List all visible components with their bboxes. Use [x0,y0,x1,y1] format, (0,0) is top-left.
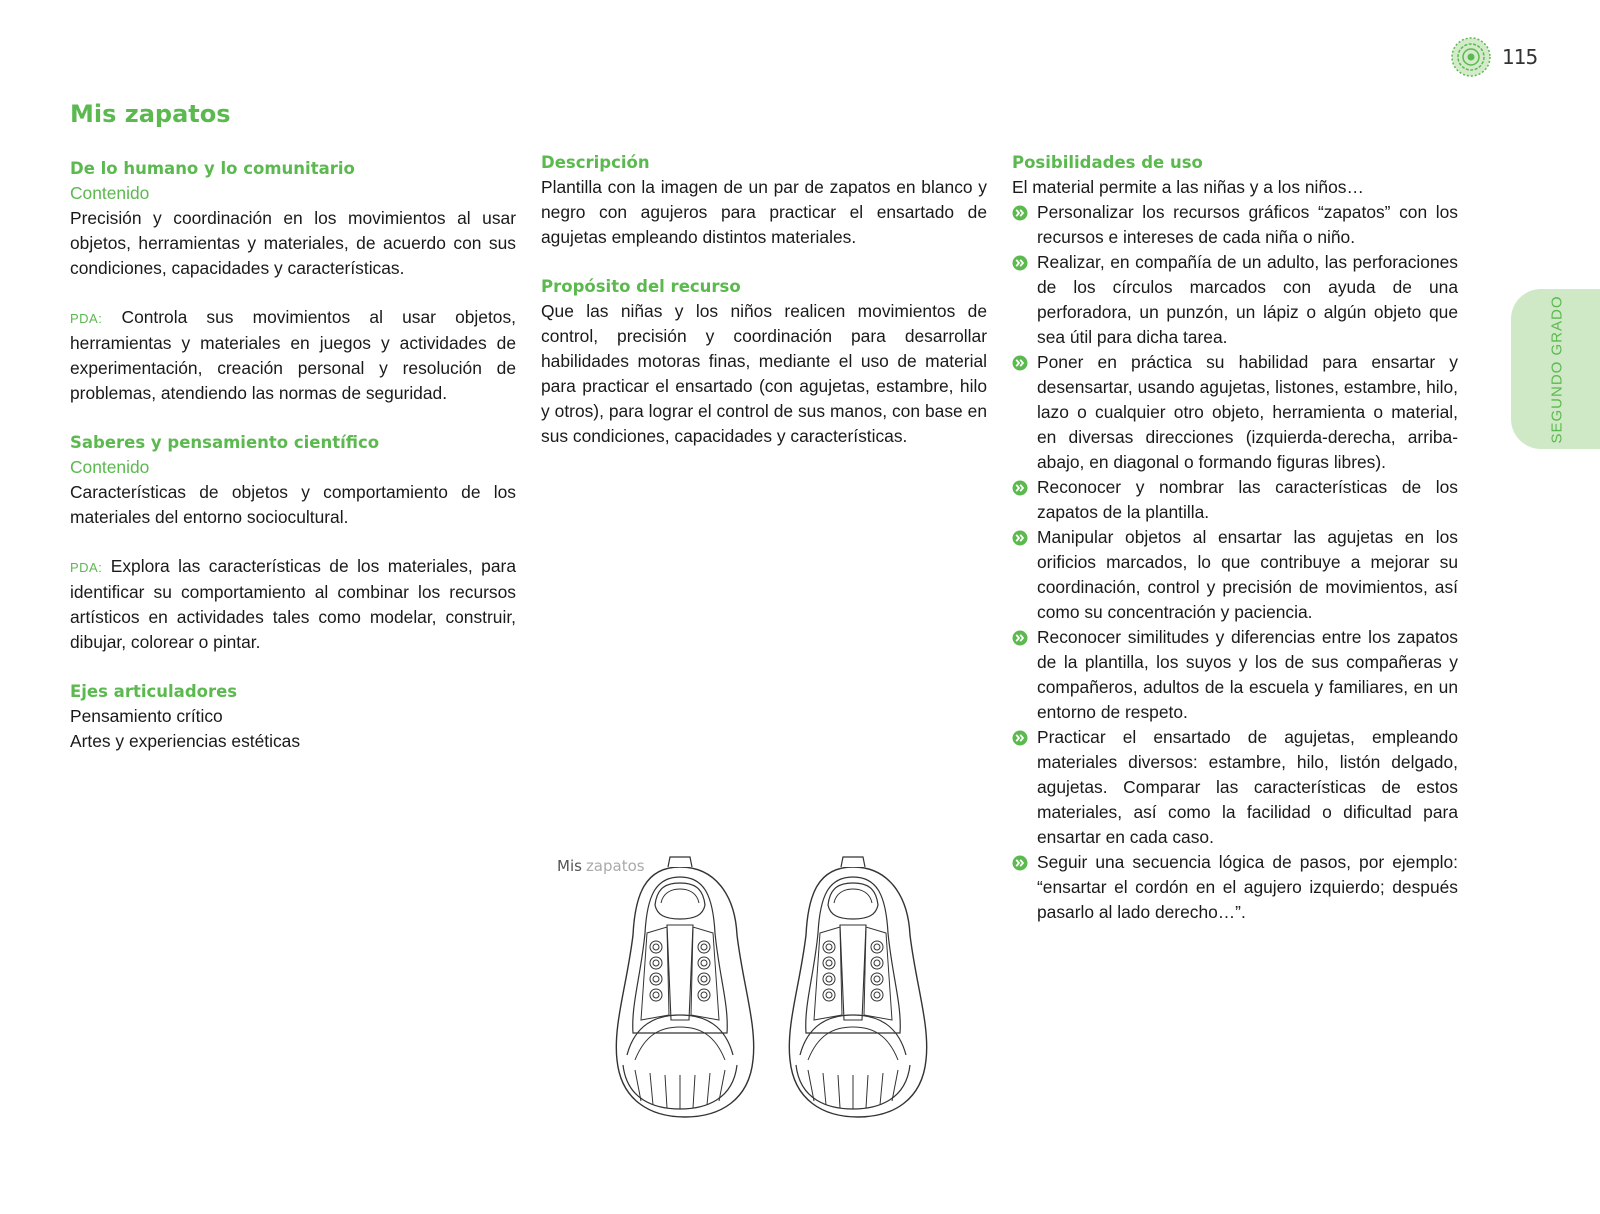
list-item-text: Reconocer similitudes y diferencias entre los zapatos de la plantilla, los suyos y los de sus compañeras y compañeros, adultos de la escuela y familiares, en un entorno de respeto. [1037,627,1458,722]
chevron-circle-icon [1012,205,1028,221]
list-item [1012,200,1458,250]
right-column [1012,150,1458,925]
section-heading-humano: De lo humano y lo comunitario [70,159,355,178]
chevron-circle-icon [1012,355,1028,371]
chevron-circle-icon [1012,530,1028,546]
list-item [1012,525,1458,625]
list-item [1012,725,1458,850]
pda-text-2: Explora las características de los materiales, para identificar su comportamiento al combinar los recursos artísticos en actividades tales como modelar, construir, dibujar, colorear o pintar. [70,556,516,652]
side-tab-label: SEGUNDO GRADO [1548,294,1566,444]
section-heading-posibilidades: Posibilidades de uso [1012,153,1203,172]
spiral-emblem-icon [1450,36,1492,78]
middle-column [541,150,987,449]
shoes-caption-mis: Mis [557,857,582,875]
list-item-text: Personalizar los recursos gráficos “zapatos” con los recursos e intereses de cada niña o niño. [1037,202,1458,247]
pda-paragraph-2 [70,554,516,655]
list-item-text: Reconocer y nombrar las características de los zapatos de la plantilla. [1037,477,1458,522]
subheading-contenido-2: Contenido [70,457,150,477]
contenido-text-2: Características de objetos y comportamiento de los materiales del entorno sociocultural. [70,482,516,527]
chevron-circle-icon [1012,480,1028,496]
side-tab-label-wrap [1545,289,1569,449]
list-item-text: Practicar el ensartado de agujetas, empleando materiales diversos: estambre, hilo, listón delgado, agujetas. Comparar las características de estos materiales, así como la facilidad o dificultad para ensartar en cada caso. [1037,727,1458,847]
list-item-text: Manipular objetos al ensartar las agujetas en los orificios marcados, lo que contribuye a mejorar su coordinación, control y precisión de movimientos, así como su concentración y paciencia. [1037,527,1458,622]
section-heading-proposito: Propósito del recurso [541,277,741,296]
left-column [70,156,516,754]
posibilidades-list [1012,200,1458,925]
list-item [1012,850,1458,925]
right-shoe [789,857,926,1117]
page-number: 115 [1502,45,1538,69]
section-heading-saberes: Saberes y pensamiento científico [70,433,380,452]
list-item [1012,250,1458,350]
pda-paragraph-1 [70,305,516,406]
descripcion-text: Plantilla con la imagen de un par de zapatos en blanco y negro con agujeros para practicar el ensartado de agujetas empleando distintos materiales. [541,177,987,247]
list-item-text: Poner en práctica su habilidad para ensartar y desensartar, usando agujetas, listones, estambre, hilo, lazo o cualquier otro objeto, herramienta o material, en diversas direcciones (izquierda-derecha, arriba-abajo, en diagonal o formando figuras libres). [1037,352,1458,472]
pda-label-2: PDA: [70,560,103,575]
list-item-text: Seguir una secuencia lógica de pasos, por ejemplo: “ensartar el cordón en el agujero izquierdo; después pasarlo al lado derecho…”. [1037,852,1458,922]
page-header [1450,36,1537,78]
shoes-template-illustration [553,855,948,1125]
list-item [1012,350,1458,475]
pda-label-1: PDA: [70,311,103,326]
page-title: Mis zapatos [70,100,231,128]
list-item [1012,475,1458,525]
ejes-item-2: Artes y experiencias estéticas [70,731,301,751]
shoes-caption-zapatos: zapatos [585,857,645,875]
chevron-circle-icon [1012,255,1028,271]
list-item-text: Realizar, en compañía de un adulto, las perforaciones de los círculos marcados con ayuda de una perforadora, un punzón, un lápiz o algún objeto que sea útil para dicha tarea. [1037,252,1458,347]
proposito-text: Que las niñas y los niños realicen movimientos de control, precisión y coordinación para desarrollar habilidades motoras finas, mediante el uso de material para practicar el ensartado (con agujetas, estambre, hilo y otros), para lograr el control de sus manos, con base en sus condiciones, capacidades y características. [541,301,987,446]
subheading-contenido-1: Contenido [70,183,150,203]
ejes-item-1: Pensamiento crítico [70,706,223,726]
pda-text-1: Controla sus movimientos al usar objetos, herramientas y materiales en juegos y actividades de experimentación, creación personal y resolución de problemas, atendiendo las normas de seguridad. [70,307,516,403]
chevron-circle-icon [1012,630,1028,646]
section-heading-ejes: Ejes articuladores [70,682,238,701]
chevron-circle-icon [1012,730,1028,746]
left-shoe [616,857,753,1117]
chevron-circle-icon [1012,855,1028,871]
list-item [1012,625,1458,725]
section-heading-descripcion: Descripción [541,153,650,172]
contenido-text-1: Precisión y coordinación en los movimientos al usar objetos, herramientas y materiales, de acuerdo con sus condiciones, capacidades y características. [70,208,516,278]
posibilidades-intro: El material permite a las niñas y a los niños… [1012,177,1364,197]
